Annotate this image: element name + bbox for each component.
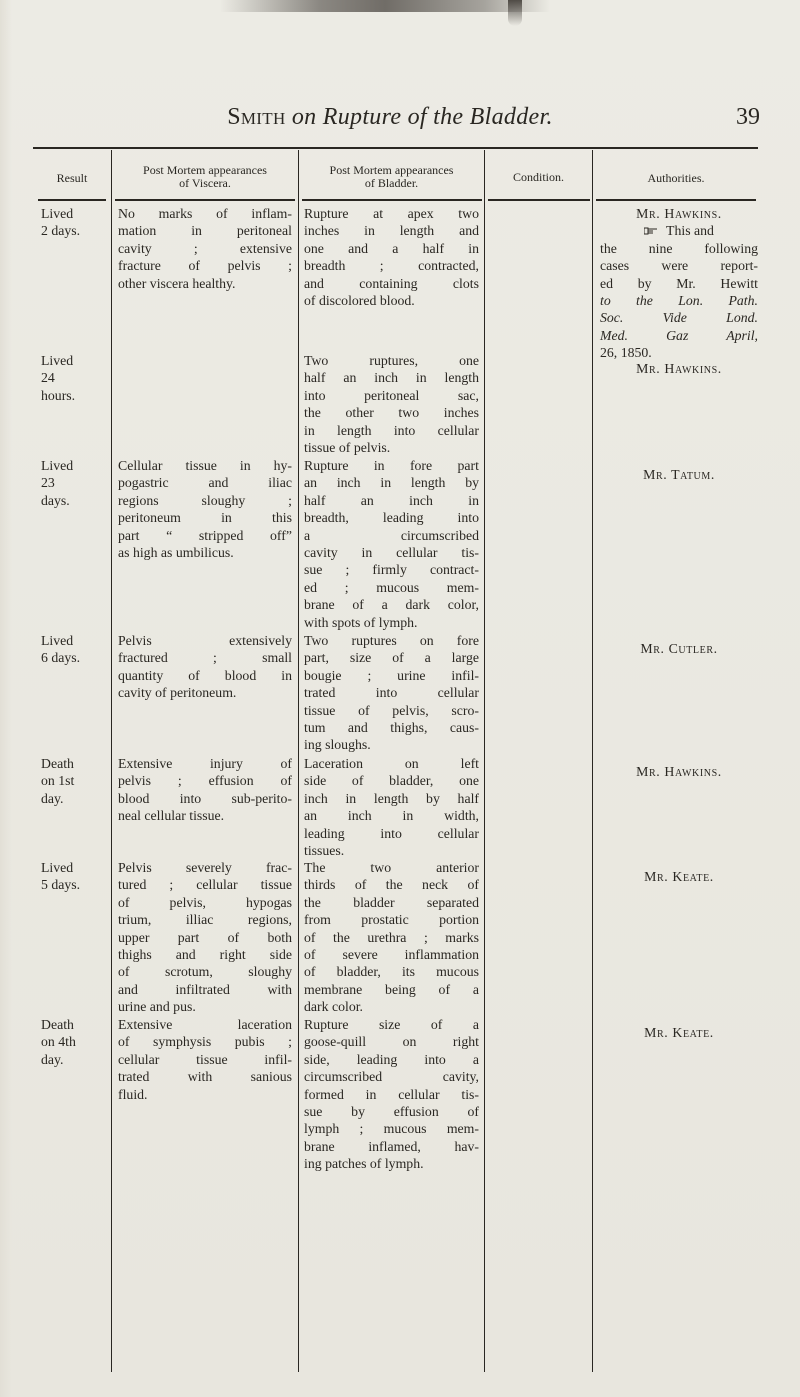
table-row-bladder: Laceration on left side of bladder, one inch in length by half an inch in width, leading into cellular tissues.	[304, 756, 479, 859]
table-row-result: Lived 23 days.	[41, 458, 74, 508]
header-rule	[38, 199, 106, 201]
table-row-authority: Mr. Hawkins.	[636, 764, 722, 779]
table-row-result: Lived 5 days.	[41, 860, 81, 893]
table-row-authority: Mr. Tatum.	[643, 467, 715, 482]
table-row-viscera: Cellular tissue in hy- pogastric and iliac regions sloughy ; peritoneum in this part “ stripped off” as high as umbilicus.	[118, 458, 292, 561]
running-head-author: Smith	[227, 104, 286, 130]
column-divider	[111, 150, 112, 1372]
page-edge-shadow	[0, 0, 12, 1397]
header-condition: Condition.	[512, 170, 564, 184]
header-rule	[596, 199, 756, 201]
table-row-authority: Mr. Keate.	[644, 1025, 714, 1040]
running-head-subject: Rupture of the Bladder.	[322, 104, 553, 130]
table-row-bladder: Two ruptures on fore part, size of a large bougie ; urine infil- trated into cellular tissue of pelvis, scro- tum and thighs, caus- ing sloughs.	[304, 633, 479, 753]
table-row-bladder: The two anterior thirds of the neck of the bladder separated from prostatic portion of the urethra ; marks of severe inflammation of bladder, its mucous membrane being of a dark color.	[304, 860, 479, 1015]
table-row-result: Lived 6 days.	[41, 633, 81, 666]
header-rule	[302, 199, 482, 201]
header-rule	[488, 199, 590, 201]
table-row-authority: Mr. Keate.	[644, 869, 714, 884]
running-head-on: on	[291, 104, 317, 130]
table-row-bladder: Rupture at apex two inches in length and one and a half in breadth ; contracted, and containing clots of discolored blood.	[304, 206, 479, 309]
table-row-viscera: Extensive laceration of symphysis pubis ; cellular tissue infil- trated with sanious fluid.	[118, 1017, 292, 1102]
table-row-authority: Mr. Hawkins. This and the nine following cases were report- ed by Mr. Hewitt to the Lon. Path. Soc. Vide Lond. Med. Gaz April, 26, 1850.	[600, 206, 758, 361]
table-row-bladder: Rupture in fore part an inch in length by half an inch in breadth, leading into a circumscribed cavity in cellular tis- sue ; firmly contract- ed ; mucous mem- brane of a dark color, with spots of lymph.	[304, 458, 479, 630]
page-number: 39	[736, 104, 760, 130]
table-row-authority: Mr. Hawkins.	[636, 361, 722, 376]
table-row-bladder: Rupture size of a goose-quill on right side, leading into a circumscribed cavity, formed in cellular tis- sue by effusion of lymph ; mucous mem- brane inflamed, hav- ing patches of lymph.	[304, 1017, 479, 1172]
running-head	[70, 104, 770, 138]
running-head-title	[70, 104, 710, 131]
table-row-result: Death on 4th day.	[41, 1017, 76, 1067]
header-rule	[115, 199, 295, 201]
header-viscera: Post Mortem appearances of Viscera.	[143, 163, 267, 190]
header-authorities: Authorities.	[647, 171, 705, 185]
table-row-viscera: Extensive injury of pelvis ; effusion of blood into sub-perito- neal cellular tissue.	[118, 756, 292, 824]
scan-mark	[508, 0, 522, 26]
pointing-hand-icon	[644, 226, 658, 236]
table-top-rule	[33, 147, 758, 149]
column-divider	[592, 150, 593, 1372]
table-row-viscera: Pelvis severely frac- tured ; cellular tissue of pelvis, hypogas trium, illiac regions, upper part of both thighs and right side of scrotum, sloughy and infiltrated with urine and pus.	[118, 860, 292, 1015]
header-bladder: Post Mortem appearances of Bladder.	[329, 163, 454, 190]
header-result: Result	[56, 171, 88, 185]
table-row-bladder: Two ruptures, one half an inch in length into peritoneal sac, the other two inches in length into cellular tissue of pelvis.	[304, 353, 479, 456]
scan-smudge	[220, 0, 550, 12]
table-row-viscera: Pelvis extensively fractured ; small quantity of blood in cavity of peritoneum.	[118, 633, 292, 701]
table-row-result: Death on 1st day.	[41, 756, 75, 806]
column-divider	[298, 150, 299, 1372]
table-row-result: Lived 24 hours.	[41, 353, 76, 403]
column-divider	[484, 150, 485, 1372]
table-row-authority: Mr. Cutler.	[640, 641, 718, 656]
table-row-viscera: No marks of inflam- mation in peritoneal cavity ; extensive fracture of pelvis ; other viscera healthy.	[118, 206, 292, 291]
table-row-result: Lived 2 days.	[41, 206, 81, 239]
